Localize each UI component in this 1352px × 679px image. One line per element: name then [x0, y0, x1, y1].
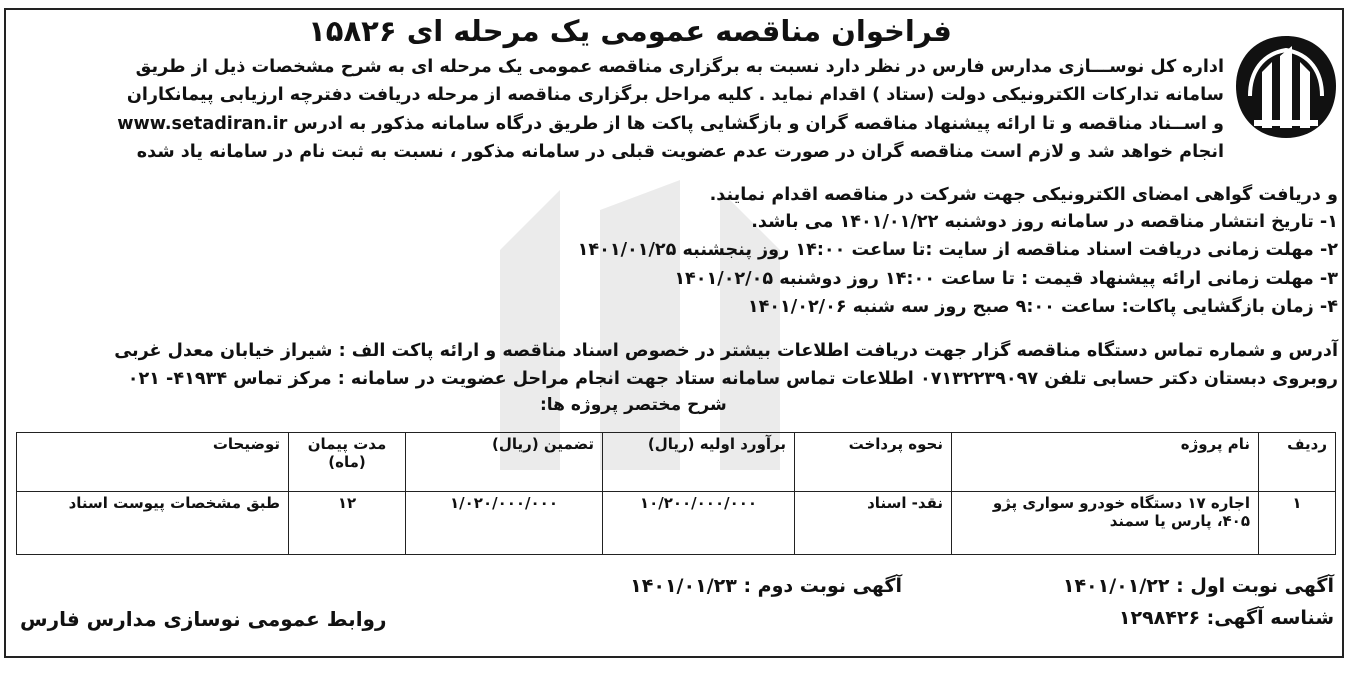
intro-line: انجام خواهد شد و لازم است مناقصه گران در صورت عدم عضویت قبلی در سامانه مذکور ، نسبت به ثبت نام در سامانه یاد شده	[136, 141, 1224, 162]
address-paragraph	[114, 337, 1338, 394]
address-line: روبروی دبستان دکتر حسابی تلفن ۰۷۱۳۲۲۳۹۰۹۷ اطلاعات تماس سامانه ستاد جهت انجام مراحل عضویت در سامانه : مرکز تماس ۴۱۹۳۴- ۰۲۱	[127, 369, 1338, 390]
header-duration: مدت پیمان (ماه)	[289, 433, 406, 492]
cell-guarantee: ۱/۰۲۰/۰۰۰/۰۰۰	[406, 492, 603, 555]
cell-estimate: ۱۰/۲۰۰/۰۰۰/۰۰۰	[603, 492, 795, 555]
header-guarantee: تضمین (ریال)	[406, 433, 603, 492]
schedule-item: ۳- مهلت زمانی ارائه پیشنهاد قیمت : تا ساعت ۱۴:۰۰ روز دوشنبه ۱۴۰۱/۰۲/۰۵	[674, 268, 1338, 289]
cell-row-number: ۱	[1259, 492, 1336, 555]
intro-line: سامانه تدارکات الکترونیکی دولت (ستاد ) اقدام نماید . کلیه مراحل برگزاری مناقصه از مرحله دریافت دفترچه ارزیابی پیمانکاران	[126, 85, 1224, 106]
projects-table	[16, 432, 1336, 555]
table-title: شرح مختصر پروژه ها:	[540, 395, 727, 415]
cell-project-name: اجاره ۱۷ دستگاه خودرو سواری پژو ۴۰۵، پارس یا سمند	[952, 492, 1259, 555]
header-notes: توضیحات	[17, 433, 289, 492]
intro-line: اداره کل نوســـازی مدارس فارس در نظر دارد نسبت به برگزاری مناقصه عمومی یک مرحله ای به شرح مشخصات ذیل از طریق	[135, 57, 1224, 77]
table-row	[17, 492, 1336, 555]
ad-identifier: شناسه آگهی: ۱۲۹۸۴۲۶	[1118, 607, 1334, 629]
address-line: آدرس و شماره تماس دستگاه مناقصه گزار جهت دریافت اطلاعات بیشتر در خصوص اسناد مناقصه و ارائه پاکت الف : شیراز خیابان معدل غربی	[114, 341, 1338, 361]
second-notice-date: آگهی نوبت دوم : ۱۴۰۱/۰۱/۲۳	[630, 575, 902, 597]
organization-logo-icon	[1232, 32, 1340, 142]
first-notice-date: آگهی نوبت اول : ۱۴۰۱/۰۱/۲۲	[1062, 575, 1334, 597]
notice-title: فراخوان مناقصه عمومی یک مرحله ای ۱۵۸۲۶	[308, 14, 952, 48]
schedule-item: ۱- تاریخ انتشار مناقصه در سامانه روز دوشنبه ۱۴۰۱/۰۱/۲۲ می باشد.	[751, 212, 1338, 232]
intro-last-line: و دریافت گواهی امضای الکترونیکی جهت شرکت در مناقصه اقدام نمایند.	[709, 185, 1338, 205]
header-estimate: برآورد اولیه (ریال)	[603, 433, 795, 492]
cell-duration: ۱۲	[289, 492, 406, 555]
cell-notes: طبق مشخصات پیوست اسناد	[17, 492, 289, 555]
intro-line: و اســناد مناقصه و تا ارائه پیشنهاد مناقصه گران و بازگشایی پاکت ها از طریق درگاه سامانه مذکور به ادرس www.setadiran.ir	[117, 113, 1224, 134]
header-row-number: ردیف	[1259, 433, 1336, 492]
intro-paragraph	[117, 53, 1224, 166]
header-project-name: نام پروژه	[952, 433, 1259, 492]
schedule-item: ۲- مهلت زمانی دریافت اسناد مناقصه از سایت :تا ساعت ۱۴:۰۰ روز پنجشنبه ۱۴۰۱/۰۱/۲۵	[577, 240, 1338, 261]
schedule-item: ۴- زمان بازگشایی پاکات: ساعت ۹:۰۰ صبح روز سه شنبه ۱۴۰۱/۰۲/۰۶	[747, 296, 1338, 317]
publisher-name: روابط عمومی نوسازی مدارس فارس	[20, 607, 387, 631]
cell-payment: نقد- اسناد	[795, 492, 952, 555]
table-header-row	[17, 433, 1336, 492]
schedule-items	[578, 208, 1338, 321]
header-payment: نحوه پرداخت	[795, 433, 952, 492]
